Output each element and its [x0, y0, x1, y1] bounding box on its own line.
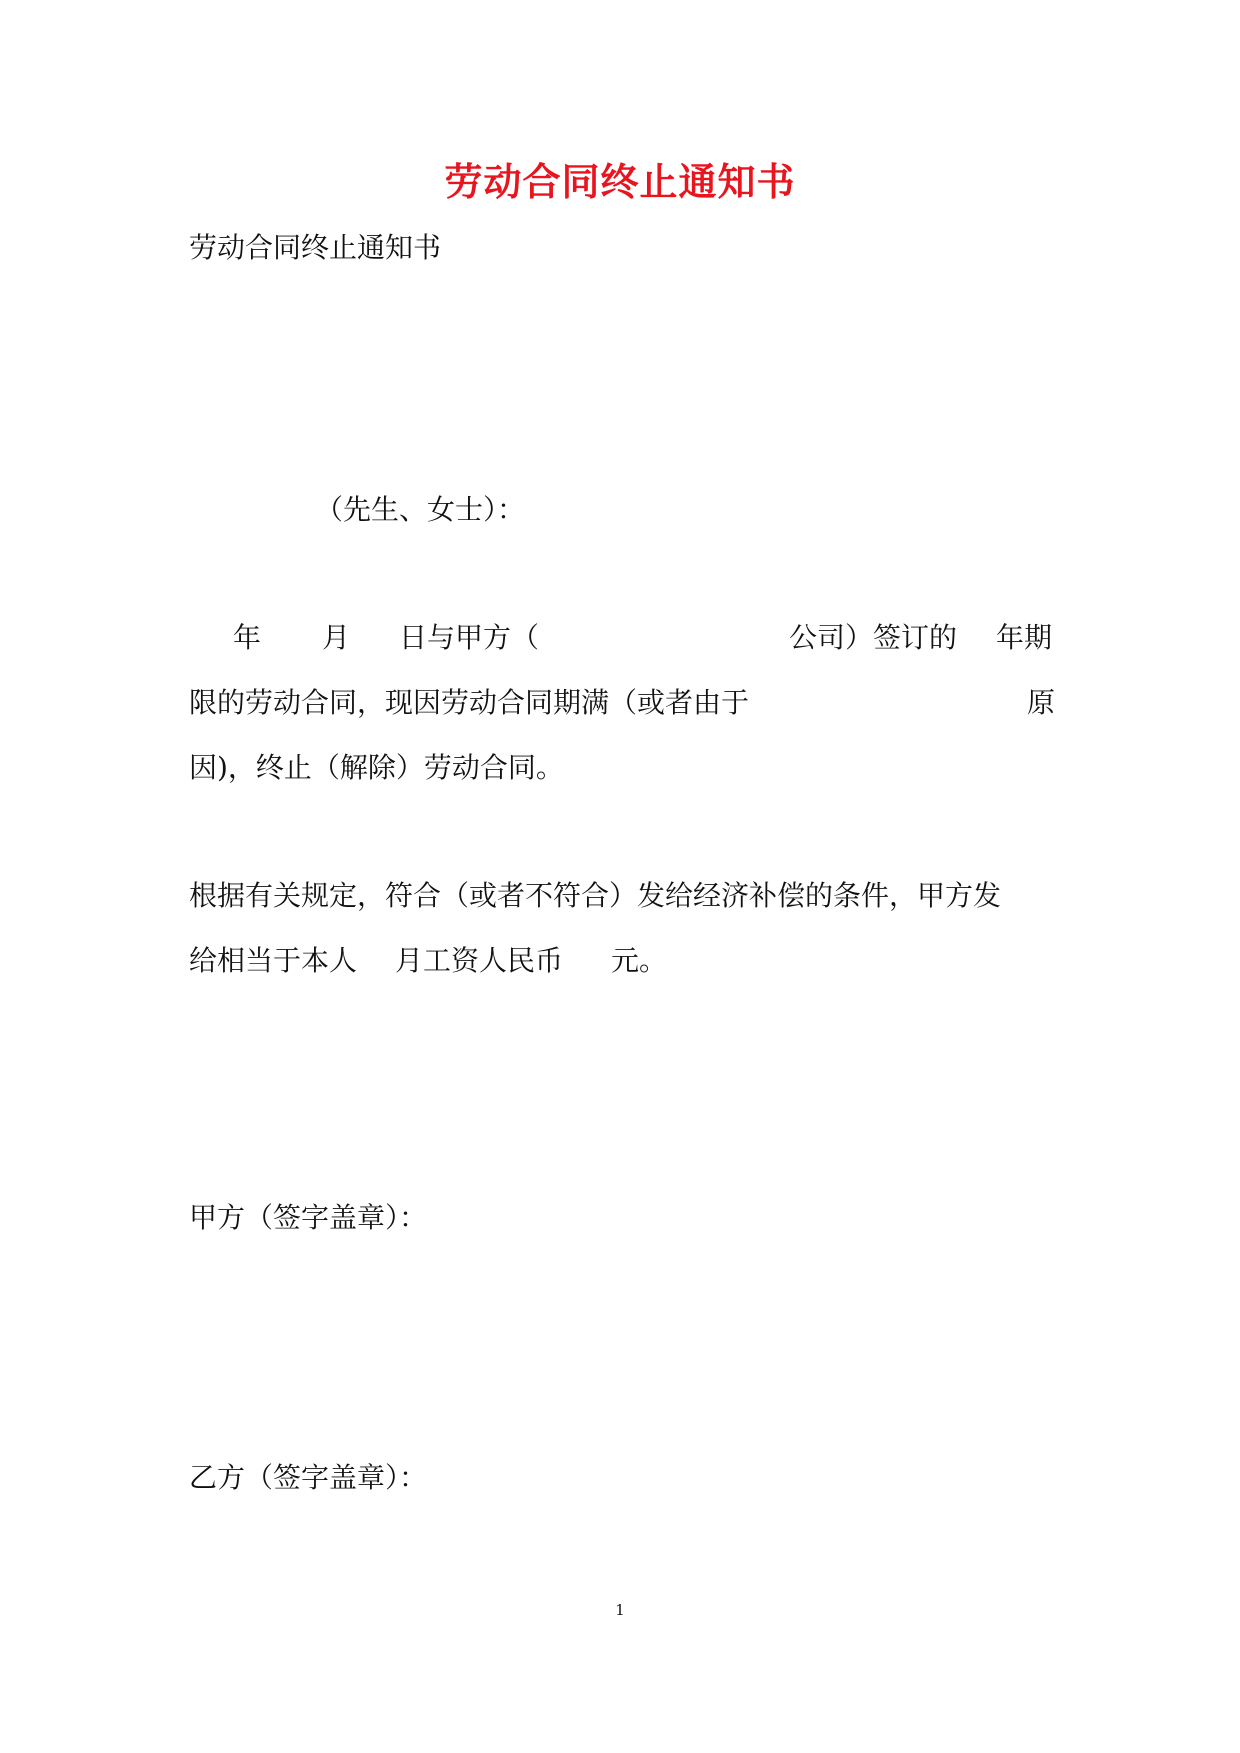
paragraph2-line2 [189, 943, 1055, 979]
party-b-signature-label: 乙方（签字盖章）： [189, 1461, 428, 1494]
salary-equivalent-text: 给相当于本人 [189, 944, 358, 977]
paragraph1-line2 [189, 685, 1055, 721]
compensation-text: 根据有关规定，符合（或者不符合）发给经济补偿的条件，甲方发 [189, 879, 1002, 912]
year-label: 年 [233, 621, 262, 654]
salutation: （先生、女士）： [315, 493, 526, 526]
paragraph2-line1 [189, 878, 1055, 914]
document-title: 劳动合同终止通知书 [444, 159, 796, 204]
paragraph1-line1 [189, 620, 1055, 656]
paragraph1-line3 [189, 750, 1055, 786]
party-a-signature-label: 甲方（签字盖章）： [189, 1201, 428, 1234]
yuan-text: 元。 [611, 944, 668, 977]
day-party-text: 日与甲方（ [399, 621, 540, 654]
month-label: 月 [322, 621, 351, 654]
company-signed-text: 公司）签订的 [789, 621, 958, 654]
page-number: 1 [615, 1601, 625, 1619]
term-text: 年期 [996, 621, 1053, 654]
reason-end-text: 原 [1027, 686, 1056, 719]
monthly-salary-text: 月工资人民币 [395, 944, 564, 977]
document-subtitle: 劳动合同终止通知书 [189, 231, 442, 264]
contract-expiry-text: 限的劳动合同，现因劳动合同期满（或者由于 [189, 686, 750, 719]
termination-text: 因)，终止（解除）劳动合同。 [189, 751, 564, 784]
